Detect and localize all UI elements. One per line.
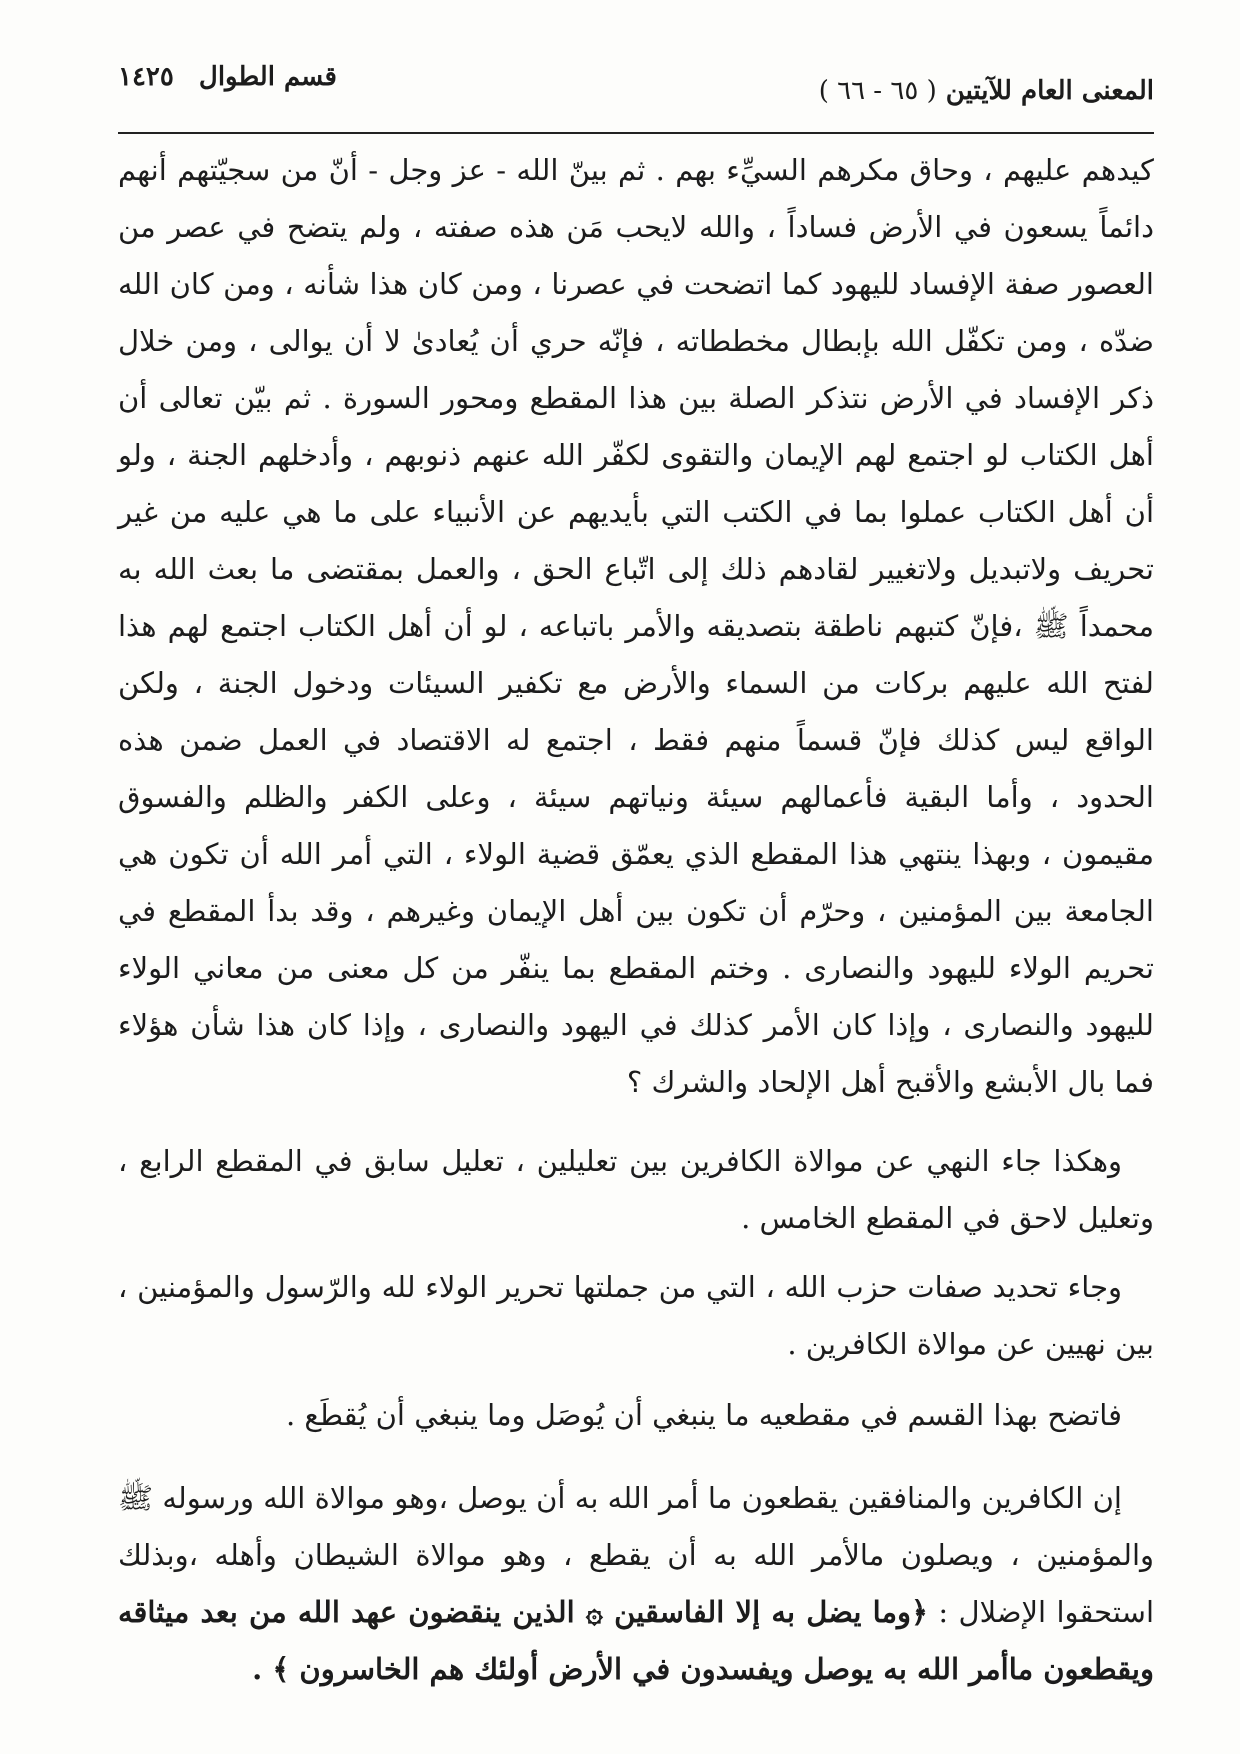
running-header [118, 62, 1154, 134]
page-number: ١٤٢٥ [118, 62, 174, 92]
header-rule [118, 132, 1154, 134]
page-body [118, 142, 1154, 1698]
section-title: قسم الطوال [198, 62, 337, 92]
chapter-heading [819, 76, 1154, 106]
verse-range: ( ٦٥ - ٦٦ ) [818, 76, 937, 106]
paragraph-prohibition: وهكذا جاء النهي عن موالاة الكافرين بين تعليلين ، تعليل سابق في المقطع الرابع ، وتعليل لاحق في المقطع الخامس . [118, 1144, 1154, 1235]
final-text: إن الكافرين والمنافقين يقطعون ما أمر الله به أن يوصل ،وهو موالاة الله ورسوله ﷺ والمؤمنين ، ويصلون مالأمر الله به أن يقطع ، وهو موالاة الشيطان وأهله ،وبذلك استحقوا الإضلال : [118, 1481, 1154, 1629]
paragraph-main: كيدهم عليهم ، وحاق مكرهم السيِّء بهم . ثم بينّ الله - عز وجل - أنّ من سجيّتهم أنهم دائماً يسعون في الأرض فساداً ، والله لايحب مَن هذه صفته ، ولم يتضح في عصر من العصور صفة الإفساد لليهود كما اتضحت في عصرنا ، ومن كان هذا شأنه ، ومن كان الله ضدّه ، ومن تكفّل الله بإبطال مخططاته ، فإنّه حري أن يُعادىٰ لا أن يوالى ، ومن خلال ذكر الإفساد في الأرض نتذكر الصلة بين هذا المقطع ومحور السورة . ثم بيّن تعالى أن أهل الكتاب لو اجتمع لهم الإيمان والتقوى لكفّر الله عنهم ذنوبهم ، وأدخلهم الجنة ، ولو أن أهل الكتاب عملوا بما في الكتب التي بأيديهم عن الأنبياء على ما هي عليه من غير تحريف ولاتبديل ولاتغيير لقادهم ذلك إلى اتّباع الحق ، والعمل بمقتضى ما بعث الله به محمداً ﷺ ،فإنّ كتبهم ناطقة بتصديقه والأمر باتباعه ، لو أن أهل الكتاب اجتمع لهم هذا لفتح الله عليهم بركات من السماء والأرض مع تكفير السيئات ودخول الجنة ، ولكن الواقع ليس كذلك فإنّ قسماً منهم فقط ، اجتمع له الاقتصاد في العمل ضمن هذه الحدود ، وأما البقية فأعمالهم سيئة ونياتهم سيئة ، وعلى الكفر والظلم والفسوق مقيمون ، وبهذا ينتهي هذا المقطع الذي يعمّق قضية الولاء ، التي أمر الله أن تكون هي الجامعة بين المؤمنين ، وحرّم أن تكون بين أهل الإيمان وغيرهم ، وقد بدأ المقطع في تحريم الولاء لليهود والنصارى . وختم المقطع بما ينفّر من كل معنى من معاني الولاء لليهود والنصارى ، وإذا كان الأمر كذلك في اليهود والنصارى ، وإذا كان هذا شأن هؤلاء فما بال الأبشع والأقبح أهل الإلحاد والشرك ؟ [118, 153, 1154, 1099]
quran-quote: ﴿وما يضل به إلا الفاسقين ۞ الذين ينقضون عهد الله من بعد ميثاقه ويقطعون ماأمر الله به يوصل ويفسدون في الأرض أولئك هم الخاسرون ﴾ . [118, 1595, 1154, 1686]
section-heading [118, 62, 337, 92]
paragraph-conclusion: فاتضح بهذا القسم في مقطعيه ما ينبغي أن يُوصَل وما ينبغي أن يُقطَع . [286, 1398, 1122, 1432]
chapter-title: المعنى العام للآيتين [945, 76, 1154, 106]
paragraph-final [118, 1470, 1154, 1698]
paragraph-hizb-allah: وجاء تحديد صفات حزب الله ، التي من جملتها تحرير الولاء لله والرّسول والمؤمنين ، بين نهيين عن موالاة الكافرين . [118, 1270, 1154, 1361]
